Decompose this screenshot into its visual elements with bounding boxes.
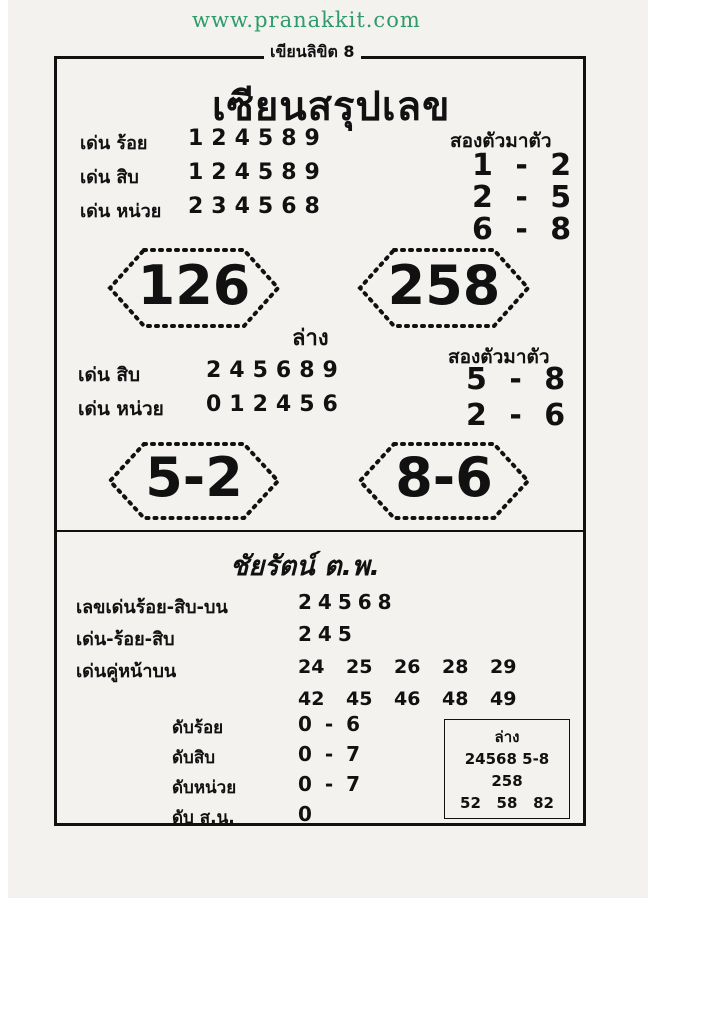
bottom-summary-box bbox=[444, 719, 570, 819]
box-line-1: 24568 5-8 bbox=[464, 750, 550, 768]
hex-number-text: 126 bbox=[137, 254, 251, 317]
pair-value: 29 bbox=[490, 656, 517, 678]
pair-value: 28 bbox=[442, 656, 469, 678]
site-url[interactable]: www.pranakkit.com bbox=[192, 8, 421, 32]
row-label-tens: เด่น สิบ bbox=[80, 167, 139, 188]
dub-label-1: ดับร้อย bbox=[172, 718, 224, 738]
page-label: เขียนลิขิต 8 bbox=[264, 40, 361, 65]
pairs-row-2 bbox=[298, 688, 538, 710]
pair-value: 42 bbox=[298, 688, 325, 710]
hex-number-3 bbox=[106, 440, 282, 522]
section2-title: ชัยรัตน์ ต.พ. bbox=[230, 551, 380, 582]
pair-value: 49 bbox=[490, 688, 517, 710]
hex-number-text: 5-2 bbox=[145, 446, 243, 509]
pair-2: 2 - 5 bbox=[472, 180, 578, 215]
dub-label-3: ดับหน่วย bbox=[172, 778, 237, 798]
box-title: ล่าง bbox=[494, 728, 520, 746]
bottom-row-digits-tens: 245689 bbox=[206, 358, 346, 383]
bottom-pair-2: 2 - 6 bbox=[466, 398, 572, 433]
hex-number-4 bbox=[356, 440, 532, 522]
row-digits-hundreds: 124589 bbox=[188, 126, 328, 151]
pair-3: 6 - 8 bbox=[472, 212, 578, 247]
bottom-row-digits-units: 012456 bbox=[206, 392, 346, 417]
pair-value: 25 bbox=[346, 656, 373, 678]
box-line-2: 258 bbox=[491, 772, 523, 790]
row-label-hundreds: เด่น ร้อย bbox=[80, 133, 148, 154]
row-digits-units: 234568 bbox=[188, 194, 328, 219]
row-digits-tens: 124589 bbox=[188, 160, 328, 185]
main-title: เซียนสรุปเลข bbox=[212, 84, 451, 130]
dub-label-2: ดับสิบ bbox=[172, 748, 215, 768]
pair-value: 45 bbox=[346, 688, 373, 710]
dub-value-2: 0 - 7 bbox=[298, 742, 364, 766]
box-line-3: 52 58 82 bbox=[460, 794, 554, 812]
pair-1: 1 - 2 bbox=[472, 148, 578, 183]
bottom-pair-1: 5 - 8 bbox=[466, 362, 572, 397]
pair-value: 26 bbox=[394, 656, 421, 678]
pair-value: 46 bbox=[394, 688, 421, 710]
dub-value-3: 0 - 7 bbox=[298, 772, 364, 796]
hex-number-2 bbox=[356, 246, 532, 330]
bottom-row-label-units: เด่น หน่วย bbox=[78, 398, 164, 420]
hex-number-text: 8-6 bbox=[395, 446, 493, 509]
pair-value: 24 bbox=[298, 656, 325, 678]
s2-row-value-1: 24568 bbox=[298, 590, 398, 614]
dub-label-4: ดับ ส.น. bbox=[172, 808, 235, 828]
dub-value-1: 0 - 6 bbox=[298, 712, 364, 736]
two-digit-title: สองตัวมาตัว bbox=[450, 130, 552, 152]
s2-row-label-2: เด่น-ร้อย-สิบ bbox=[76, 629, 175, 650]
section-divider bbox=[56, 530, 586, 532]
s2-row-label-3: เด่นคู่หน้าบน bbox=[76, 661, 177, 682]
bottom-two-digit-title: สองตัวมาตัว bbox=[448, 346, 550, 368]
s2-row-label-1: เลขเด่นร้อย-สิบ-บน bbox=[76, 597, 228, 618]
row-label-units: เด่น หน่วย bbox=[80, 201, 162, 222]
s2-row-value-2: 245 bbox=[298, 622, 358, 646]
pairs-row-1 bbox=[298, 656, 538, 678]
hex-number-text: 258 bbox=[387, 254, 501, 317]
dub-value-4: 0 bbox=[298, 802, 315, 826]
pair-value: 48 bbox=[442, 688, 469, 710]
bottom-row-label-tens: เด่น สิบ bbox=[78, 364, 141, 386]
hex-number-1 bbox=[106, 246, 282, 330]
bottom-title: ล่าง bbox=[292, 326, 329, 351]
